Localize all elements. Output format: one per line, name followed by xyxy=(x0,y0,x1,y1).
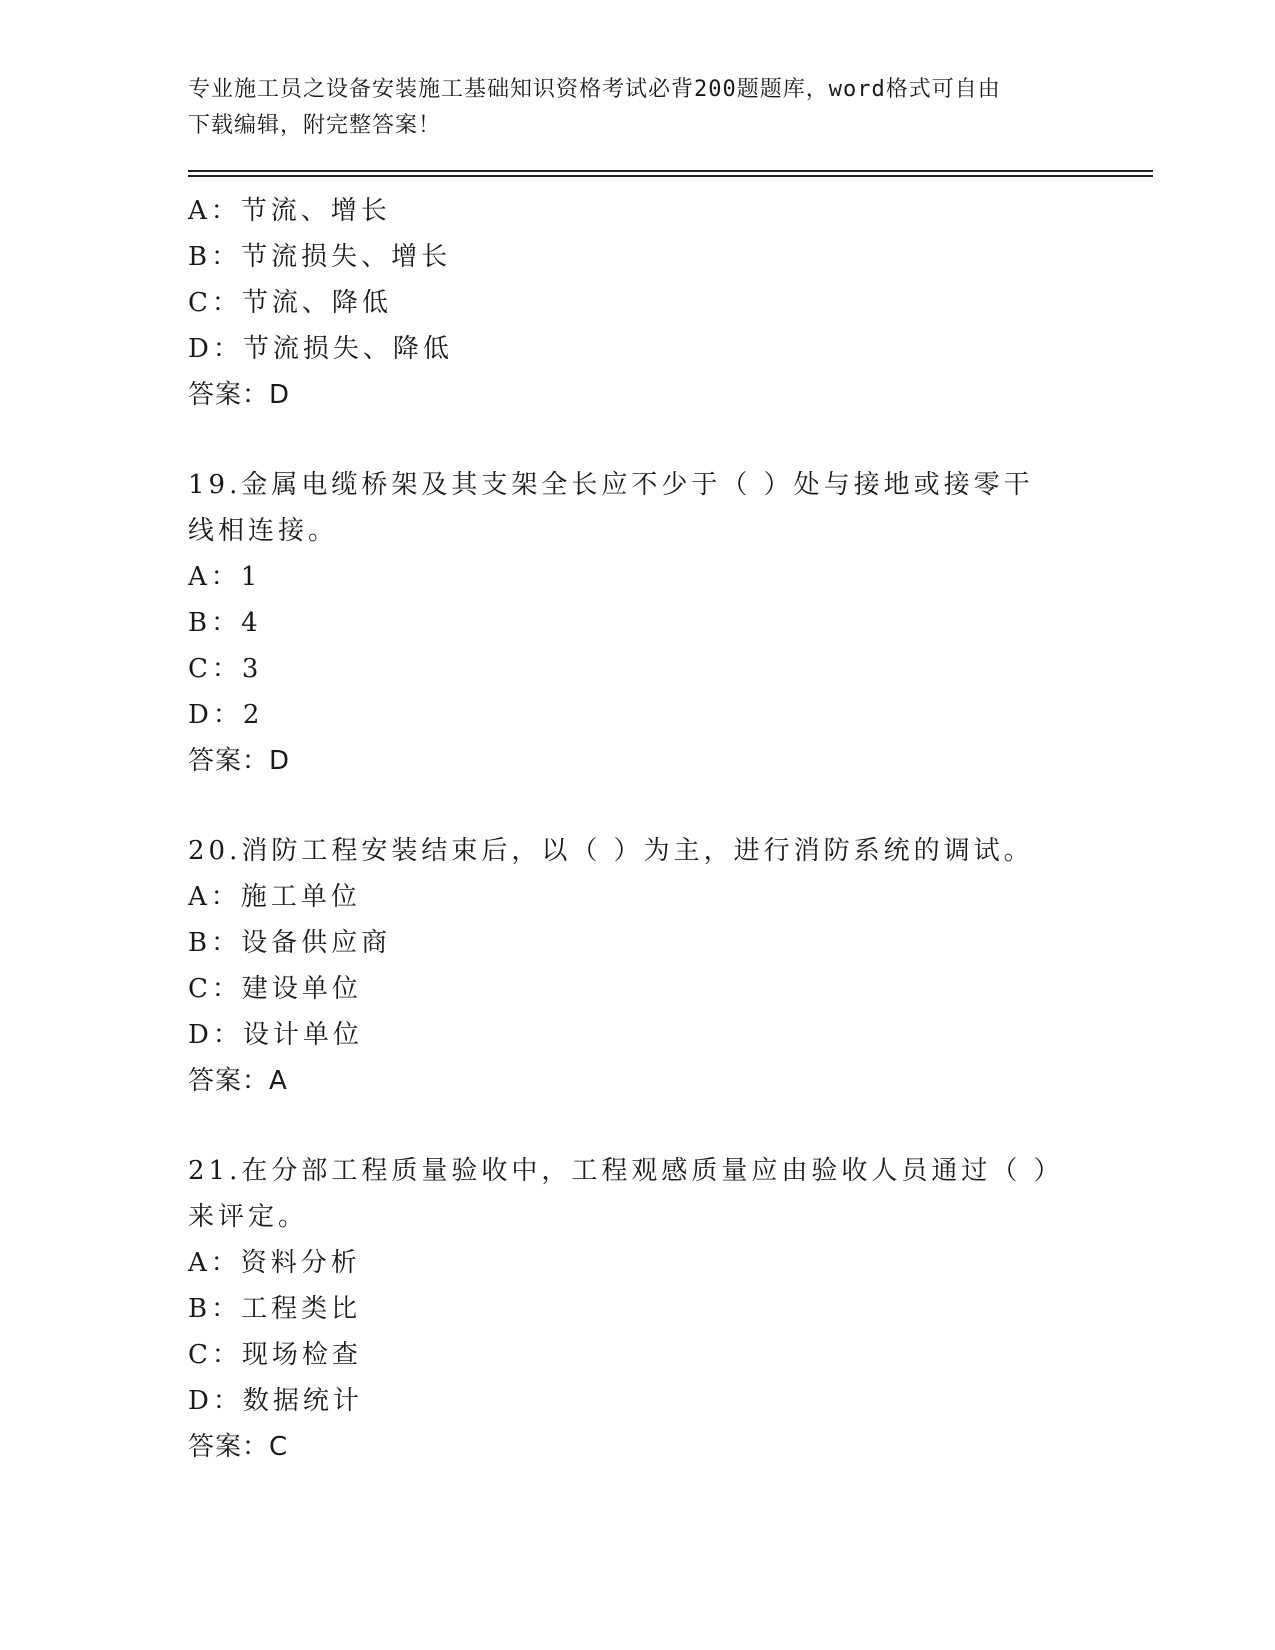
question-block xyxy=(188,828,1088,1104)
answer-line: 答案：A xyxy=(188,1066,288,1096)
option-b: B：设备供应商 xyxy=(188,928,392,958)
question-block xyxy=(188,188,1088,418)
question-list xyxy=(188,188,1088,1470)
option-a: A：施工单位 xyxy=(188,882,361,912)
header-line-1: 专业施工员之设备安装施工基础知识资格考试必背200题题库，word格式可自由 xyxy=(188,77,1001,102)
option-b: B：4 xyxy=(188,608,262,638)
question-stem: 21.在分部工程质量验收中，工程观感质量应由验收人员通过（ ）来评定。 xyxy=(188,1156,1051,1232)
header-line-2: 下载编辑，附完整答案！ xyxy=(188,113,442,138)
header-rule-top xyxy=(188,170,1153,172)
spacer xyxy=(188,1104,1088,1148)
option-a: A：1 xyxy=(188,562,262,592)
question-stem: 20.消防工程安装结束后，以（ ）为主，进行消防系统的调试。 xyxy=(188,836,1034,866)
option-c: C：节流、降低 xyxy=(188,288,392,318)
answer-line: 答案：D xyxy=(188,380,291,410)
option-c: C：3 xyxy=(188,654,263,684)
option-d: D：设计单位 xyxy=(188,1020,363,1050)
question-block xyxy=(188,1148,1088,1470)
question-block xyxy=(188,462,1088,784)
option-c: C：建设单位 xyxy=(188,974,362,1004)
option-a: A：节流、增长 xyxy=(188,196,391,226)
option-c: C：现场检查 xyxy=(188,1340,362,1370)
header-rule-bottom xyxy=(188,175,1153,177)
option-b: B：节流损失、增长 xyxy=(188,242,452,272)
option-d: D：2 xyxy=(188,700,264,730)
option-d: D：数据统计 xyxy=(188,1386,363,1416)
question-stem: 19.金属电缆桥架及其支架全长应不少于（ ）处与接地或接零干线相连接。 xyxy=(188,470,1034,546)
option-b: B：工程类比 xyxy=(188,1294,362,1324)
document-header xyxy=(188,72,1088,144)
spacer xyxy=(188,784,1088,828)
answer-line: 答案：C xyxy=(188,1432,289,1462)
answer-line: 答案：D xyxy=(188,746,291,776)
spacer xyxy=(188,418,1088,462)
option-d: D：节流损失、降低 xyxy=(188,334,453,364)
option-a: A：资料分析 xyxy=(188,1248,361,1278)
